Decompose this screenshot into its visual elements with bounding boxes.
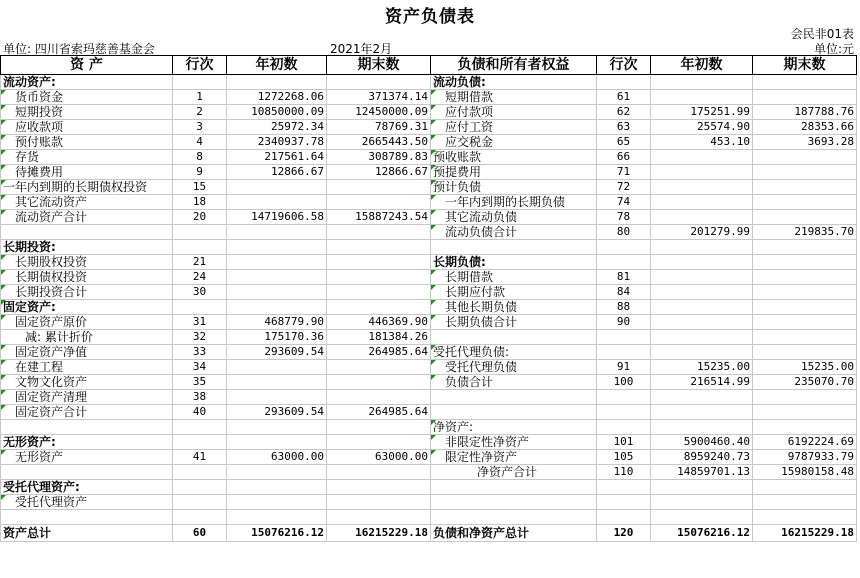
left-line-no: 4 bbox=[173, 135, 227, 150]
table-row bbox=[1, 285, 857, 300]
left-begin-value bbox=[227, 285, 327, 300]
left-begin-value bbox=[227, 465, 327, 480]
left-end-value: 264985.64 bbox=[327, 345, 431, 360]
right-begin-value bbox=[651, 315, 753, 330]
right-line-no: 105 bbox=[597, 450, 651, 465]
left-item-name bbox=[1, 225, 173, 240]
right-begin-value bbox=[651, 210, 753, 225]
left-begin-value: 14719606.58 bbox=[227, 210, 327, 225]
left-line-no bbox=[173, 300, 227, 315]
left-begin-value: 63000.00 bbox=[227, 450, 327, 465]
left-end-value bbox=[327, 420, 431, 435]
left-item-name: 存货 bbox=[1, 150, 173, 165]
left-line-no: 32 bbox=[173, 330, 227, 345]
table-row bbox=[1, 135, 857, 150]
right-item-name: 负债合计 bbox=[431, 375, 597, 390]
table-row bbox=[1, 510, 857, 525]
right-begin-value bbox=[651, 90, 753, 105]
left-item-name: 在建工程 bbox=[1, 360, 173, 375]
right-item-name: 流动负债合计 bbox=[431, 225, 597, 240]
right-begin-value: 8959240.73 bbox=[651, 450, 753, 465]
right-begin-value bbox=[651, 195, 753, 210]
right-item-name bbox=[431, 510, 597, 525]
table-row bbox=[1, 450, 857, 465]
left-begin-value: 217561.64 bbox=[227, 150, 327, 165]
header-begin-2: 年初数 bbox=[651, 56, 753, 75]
right-line-no: 80 bbox=[597, 225, 651, 240]
left-end-value bbox=[327, 375, 431, 390]
left-begin-value: 1272268.06 bbox=[227, 90, 327, 105]
left-line-no bbox=[173, 240, 227, 255]
left-line-no: 35 bbox=[173, 375, 227, 390]
right-item-name: 限定性净资产 bbox=[431, 450, 597, 465]
header-liabilities: 负债和所有者权益 bbox=[431, 56, 597, 75]
right-line-no: 84 bbox=[597, 285, 651, 300]
left-line-no: 31 bbox=[173, 315, 227, 330]
right-end-value bbox=[753, 165, 857, 180]
left-line-no bbox=[173, 420, 227, 435]
header-begin: 年初数 bbox=[227, 56, 327, 75]
right-begin-value: 216514.99 bbox=[651, 375, 753, 390]
left-begin-value bbox=[227, 435, 327, 450]
right-item-name: 应付工资 bbox=[431, 120, 597, 135]
left-begin-value: 293609.54 bbox=[227, 405, 327, 420]
table-row bbox=[1, 330, 857, 345]
left-end-value: 181384.26 bbox=[327, 330, 431, 345]
table-row bbox=[1, 300, 857, 315]
left-item-name: 文物文化资产 bbox=[1, 375, 173, 390]
left-line-no: 3 bbox=[173, 120, 227, 135]
left-line-no bbox=[173, 465, 227, 480]
right-end-value bbox=[753, 345, 857, 360]
right-end-value bbox=[753, 180, 857, 195]
left-end-value: 12866.67 bbox=[327, 165, 431, 180]
left-line-no bbox=[173, 495, 227, 510]
right-begin-value bbox=[651, 330, 753, 345]
table-row bbox=[1, 105, 857, 120]
left-end-value: 446369.90 bbox=[327, 315, 431, 330]
left-end-value bbox=[327, 435, 431, 450]
left-item-name: 短期投资 bbox=[1, 105, 173, 120]
left-begin-value: 293609.54 bbox=[227, 345, 327, 360]
right-item-name bbox=[431, 405, 597, 420]
left-line-no: 30 bbox=[173, 285, 227, 300]
left-end-value bbox=[327, 495, 431, 510]
table-row bbox=[1, 435, 857, 450]
right-line-no bbox=[597, 420, 651, 435]
right-begin-value bbox=[651, 165, 753, 180]
left-end-value bbox=[327, 285, 431, 300]
right-end-value bbox=[753, 300, 857, 315]
right-item-name bbox=[431, 330, 597, 345]
left-line-no: 40 bbox=[173, 405, 227, 420]
table-row bbox=[1, 165, 857, 180]
right-item-name: 其它流动负债 bbox=[431, 210, 597, 225]
right-line-no: 91 bbox=[597, 360, 651, 375]
table-row bbox=[1, 180, 857, 195]
header-line-2: 行次 bbox=[597, 56, 651, 75]
right-end-value: 15235.00 bbox=[753, 360, 857, 375]
currency-unit: 单位:元 bbox=[813, 42, 854, 56]
right-line-no bbox=[597, 495, 651, 510]
left-item-name: 固定资产原价 bbox=[1, 315, 173, 330]
right-begin-value bbox=[651, 255, 753, 270]
left-item-name bbox=[1, 420, 173, 435]
left-item-name: 长期债权投资 bbox=[1, 270, 173, 285]
left-begin-value bbox=[227, 510, 327, 525]
left-end-value: 308789.83 bbox=[327, 150, 431, 165]
table-row bbox=[1, 240, 857, 255]
report-period: 2021年2月 bbox=[330, 42, 393, 56]
right-line-no: 62 bbox=[597, 105, 651, 120]
right-line-no: 88 bbox=[597, 300, 651, 315]
left-item-name bbox=[1, 510, 173, 525]
right-line-no: 78 bbox=[597, 210, 651, 225]
left-end-value bbox=[327, 360, 431, 375]
left-item-name: 固定资产净值 bbox=[1, 345, 173, 360]
right-item-name bbox=[431, 495, 597, 510]
right-end-value bbox=[753, 405, 857, 420]
left-end-value: 63000.00 bbox=[327, 450, 431, 465]
table-row bbox=[1, 75, 857, 90]
right-item-name bbox=[431, 390, 597, 405]
left-item-name: 固定资产: bbox=[1, 300, 173, 315]
right-line-no bbox=[597, 240, 651, 255]
right-end-value bbox=[753, 480, 857, 495]
left-begin-value: 25972.34 bbox=[227, 120, 327, 135]
left-item-name: 长期投资合计 bbox=[1, 285, 173, 300]
right-line-no bbox=[597, 255, 651, 270]
right-item-name: 预收账款 bbox=[431, 150, 597, 165]
left-item-name: 受托代理资产 bbox=[1, 495, 173, 510]
left-item-name: 固定资产合计 bbox=[1, 405, 173, 420]
right-item-name: 其他长期负债 bbox=[431, 300, 597, 315]
left-item-name: 流动资产: bbox=[1, 75, 173, 90]
left-item-name: 货币资金 bbox=[1, 90, 173, 105]
right-end-value bbox=[753, 90, 857, 105]
right-begin-value bbox=[651, 150, 753, 165]
right-line-no: 61 bbox=[597, 90, 651, 105]
left-line-no bbox=[173, 510, 227, 525]
right-end-value bbox=[753, 255, 857, 270]
left-item-name: 无形资产 bbox=[1, 450, 173, 465]
table-row bbox=[1, 525, 857, 542]
right-begin-value bbox=[651, 480, 753, 495]
right-item-name: 长期负债: bbox=[431, 255, 597, 270]
left-line-no bbox=[173, 435, 227, 450]
left-line-no: 60 bbox=[173, 525, 227, 542]
table-row bbox=[1, 390, 857, 405]
right-line-no bbox=[597, 510, 651, 525]
left-begin-value: 468779.90 bbox=[227, 315, 327, 330]
right-line-no: 81 bbox=[597, 270, 651, 285]
right-begin-value bbox=[651, 405, 753, 420]
right-begin-value bbox=[651, 180, 753, 195]
left-begin-value: 2340937.78 bbox=[227, 135, 327, 150]
right-end-value: 28353.66 bbox=[753, 120, 857, 135]
right-begin-value bbox=[651, 510, 753, 525]
left-line-no: 20 bbox=[173, 210, 227, 225]
right-begin-value: 14859701.13 bbox=[651, 465, 753, 480]
right-end-value: 3693.28 bbox=[753, 135, 857, 150]
table-row bbox=[1, 420, 857, 435]
table-row bbox=[1, 255, 857, 270]
right-end-value bbox=[753, 270, 857, 285]
right-item-name: 应付款项 bbox=[431, 105, 597, 120]
left-begin-value bbox=[227, 225, 327, 240]
left-item-name bbox=[1, 465, 173, 480]
left-line-no: 24 bbox=[173, 270, 227, 285]
right-item-name: 长期应付款 bbox=[431, 285, 597, 300]
table-header-row bbox=[1, 56, 857, 75]
table-row bbox=[1, 345, 857, 360]
right-line-no bbox=[597, 405, 651, 420]
left-begin-value bbox=[227, 480, 327, 495]
right-begin-value: 453.10 bbox=[651, 135, 753, 150]
header-end-2: 期末数 bbox=[753, 56, 857, 75]
table-row bbox=[1, 375, 857, 390]
left-begin-value bbox=[227, 390, 327, 405]
left-item-name: 流动资产合计 bbox=[1, 210, 173, 225]
left-line-no: 9 bbox=[173, 165, 227, 180]
left-item-name: 其它流动资产 bbox=[1, 195, 173, 210]
right-begin-value: 175251.99 bbox=[651, 105, 753, 120]
left-line-no: 1 bbox=[173, 90, 227, 105]
right-item-name: 应交税金 bbox=[431, 135, 597, 150]
left-end-value bbox=[327, 510, 431, 525]
right-line-no: 120 bbox=[597, 525, 651, 542]
right-line-no: 72 bbox=[597, 180, 651, 195]
left-end-value bbox=[327, 300, 431, 315]
right-end-value: 15980158.48 bbox=[753, 465, 857, 480]
left-item-name: 资产总计 bbox=[1, 525, 173, 542]
header-end: 期末数 bbox=[327, 56, 431, 75]
right-item-name: 短期借款 bbox=[431, 90, 597, 105]
left-end-value bbox=[327, 195, 431, 210]
right-item-name bbox=[431, 240, 597, 255]
right-item-name: 负债和净资产总计 bbox=[431, 525, 597, 542]
table-row bbox=[1, 495, 857, 510]
left-line-no: 34 bbox=[173, 360, 227, 375]
right-begin-value bbox=[651, 495, 753, 510]
right-end-value: 235070.70 bbox=[753, 375, 857, 390]
left-begin-value: 10850000.09 bbox=[227, 105, 327, 120]
left-end-value: 12450000.09 bbox=[327, 105, 431, 120]
left-begin-value bbox=[227, 495, 327, 510]
left-begin-value bbox=[227, 300, 327, 315]
right-item-name: 净资产: bbox=[431, 420, 597, 435]
right-end-value bbox=[753, 210, 857, 225]
right-line-no: 100 bbox=[597, 375, 651, 390]
right-end-value: 187788.76 bbox=[753, 105, 857, 120]
left-line-no: 2 bbox=[173, 105, 227, 120]
right-item-name: 净资产合计 bbox=[431, 465, 597, 480]
reporting-unit: 单位: 四川省索玛慈善基金会 bbox=[3, 42, 155, 56]
right-item-name: 一年内到期的长期负债 bbox=[431, 195, 597, 210]
table-row bbox=[1, 90, 857, 105]
left-begin-value: 15076216.12 bbox=[227, 525, 327, 542]
left-end-value bbox=[327, 465, 431, 480]
right-line-no: 110 bbox=[597, 465, 651, 480]
right-begin-value: 201279.99 bbox=[651, 225, 753, 240]
right-line-no: 63 bbox=[597, 120, 651, 135]
report-title: 资产负债表 bbox=[385, 7, 475, 27]
left-end-value: 16215229.18 bbox=[327, 525, 431, 542]
right-line-no: 65 bbox=[597, 135, 651, 150]
right-item-name: 受托代理负债 bbox=[431, 360, 597, 375]
right-item-name: 预提费用 bbox=[431, 165, 597, 180]
right-line-no bbox=[597, 330, 651, 345]
right-begin-value: 5900460.40 bbox=[651, 435, 753, 450]
form-number: 会民非01表 bbox=[790, 27, 854, 41]
left-item-name: 应收款项 bbox=[1, 120, 173, 135]
right-end-value bbox=[753, 195, 857, 210]
right-begin-value bbox=[651, 420, 753, 435]
right-begin-value bbox=[651, 75, 753, 90]
left-end-value bbox=[327, 180, 431, 195]
left-end-value: 2665443.50 bbox=[327, 135, 431, 150]
right-item-name: 长期借款 bbox=[431, 270, 597, 285]
right-end-value: 219835.70 bbox=[753, 225, 857, 240]
table-row bbox=[1, 360, 857, 375]
left-line-no: 8 bbox=[173, 150, 227, 165]
right-end-value bbox=[753, 510, 857, 525]
left-item-name: 受托代理资产: bbox=[1, 480, 173, 495]
left-end-value bbox=[327, 390, 431, 405]
table-row bbox=[1, 225, 857, 240]
left-begin-value bbox=[227, 360, 327, 375]
left-end-value bbox=[327, 75, 431, 90]
table-row bbox=[1, 150, 857, 165]
right-end-value: 16215229.18 bbox=[753, 525, 857, 542]
table-row bbox=[1, 120, 857, 135]
right-end-value bbox=[753, 285, 857, 300]
right-line-no bbox=[597, 480, 651, 495]
right-item-name: 预计负债 bbox=[431, 180, 597, 195]
left-item-name: 待摊费用 bbox=[1, 165, 173, 180]
right-item-name: 受托代理负债: bbox=[431, 345, 597, 360]
left-item-name: 一年内到期的长期债权投资 bbox=[1, 180, 173, 195]
right-line-no: 101 bbox=[597, 435, 651, 450]
left-end-value bbox=[327, 480, 431, 495]
right-end-value bbox=[753, 150, 857, 165]
right-begin-value bbox=[651, 300, 753, 315]
right-item-name: 流动负债: bbox=[431, 75, 597, 90]
right-end-value bbox=[753, 390, 857, 405]
left-line-no bbox=[173, 75, 227, 90]
left-end-value: 78769.31 bbox=[327, 120, 431, 135]
right-item-name bbox=[431, 480, 597, 495]
right-begin-value: 15235.00 bbox=[651, 360, 753, 375]
left-begin-value bbox=[227, 195, 327, 210]
left-item-name: 预付账款 bbox=[1, 135, 173, 150]
table-row bbox=[1, 270, 857, 285]
left-begin-value: 12866.67 bbox=[227, 165, 327, 180]
right-line-no bbox=[597, 390, 651, 405]
right-line-no bbox=[597, 345, 651, 360]
right-begin-value bbox=[651, 285, 753, 300]
table-row bbox=[1, 465, 857, 480]
left-begin-value bbox=[227, 255, 327, 270]
left-line-no: 21 bbox=[173, 255, 227, 270]
right-begin-value bbox=[651, 270, 753, 285]
right-end-value bbox=[753, 75, 857, 90]
left-line-no: 18 bbox=[173, 195, 227, 210]
table-row bbox=[1, 210, 857, 225]
right-end-value bbox=[753, 315, 857, 330]
right-line-no: 90 bbox=[597, 315, 651, 330]
table-row bbox=[1, 315, 857, 330]
right-begin-value bbox=[651, 345, 753, 360]
right-begin-value bbox=[651, 390, 753, 405]
balance-sheet-table bbox=[0, 55, 857, 542]
right-end-value bbox=[753, 330, 857, 345]
right-item-name: 长期负债合计 bbox=[431, 315, 597, 330]
left-end-value bbox=[327, 225, 431, 240]
left-line-no bbox=[173, 480, 227, 495]
right-begin-value: 25574.90 bbox=[651, 120, 753, 135]
left-begin-value bbox=[227, 270, 327, 285]
left-line-no: 33 bbox=[173, 345, 227, 360]
right-end-value bbox=[753, 495, 857, 510]
left-end-value bbox=[327, 270, 431, 285]
left-item-name: 长期投资: bbox=[1, 240, 173, 255]
left-item-name: 减: 累计折价 bbox=[1, 330, 173, 345]
right-begin-value bbox=[651, 240, 753, 255]
left-end-value bbox=[327, 240, 431, 255]
left-end-value: 15887243.54 bbox=[327, 210, 431, 225]
left-line-no: 38 bbox=[173, 390, 227, 405]
right-line-no bbox=[597, 75, 651, 90]
left-end-value: 264985.64 bbox=[327, 405, 431, 420]
left-end-value: 371374.14 bbox=[327, 90, 431, 105]
right-end-value bbox=[753, 420, 857, 435]
left-begin-value bbox=[227, 180, 327, 195]
left-begin-value bbox=[227, 375, 327, 390]
left-item-name: 长期股权投资 bbox=[1, 255, 173, 270]
table-row bbox=[1, 480, 857, 495]
left-begin-value bbox=[227, 420, 327, 435]
left-item-name: 固定资产清理 bbox=[1, 390, 173, 405]
left-line-no bbox=[173, 225, 227, 240]
left-begin-value bbox=[227, 240, 327, 255]
table-row bbox=[1, 195, 857, 210]
left-begin-value bbox=[227, 75, 327, 90]
table-row bbox=[1, 405, 857, 420]
right-line-no: 71 bbox=[597, 165, 651, 180]
left-line-no: 41 bbox=[173, 450, 227, 465]
right-line-no: 66 bbox=[597, 150, 651, 165]
right-end-value: 9787933.79 bbox=[753, 450, 857, 465]
right-end-value bbox=[753, 240, 857, 255]
left-line-no: 15 bbox=[173, 180, 227, 195]
left-begin-value: 175170.36 bbox=[227, 330, 327, 345]
header-line: 行次 bbox=[173, 56, 227, 75]
right-line-no: 74 bbox=[597, 195, 651, 210]
right-item-name: 非限定性净资产 bbox=[431, 435, 597, 450]
right-end-value: 6192224.69 bbox=[753, 435, 857, 450]
header-asset: 资 产 bbox=[1, 56, 173, 75]
right-begin-value: 15076216.12 bbox=[651, 525, 753, 542]
left-item-name: 无形资产: bbox=[1, 435, 173, 450]
left-end-value bbox=[327, 255, 431, 270]
